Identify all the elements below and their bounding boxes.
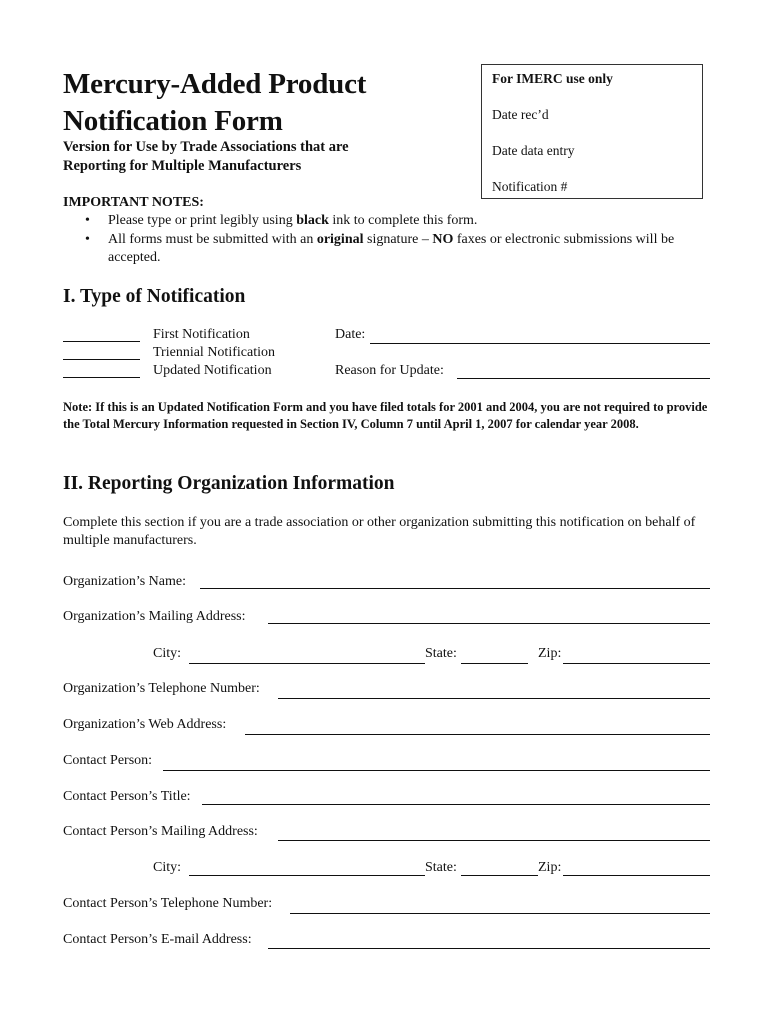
important-notes-heading: IMPORTANT NOTES: — [63, 195, 204, 210]
contact-state-field[interactable] — [461, 875, 538, 876]
first-notification-checkbox-line[interactable] — [63, 341, 140, 342]
organization-name-label: Organization’s Name: — [63, 574, 186, 589]
imerc-box-heading: For IMERC use only — [492, 71, 613, 86]
organization-city-label: City: — [153, 646, 182, 661]
contact-state-label: State: — [425, 860, 457, 875]
contact-person-title-field[interactable] — [202, 804, 710, 805]
form-title-line2: Notification Form — [63, 105, 283, 137]
organization-web-address-field[interactable] — [245, 734, 710, 735]
contact-zip-field[interactable] — [563, 875, 710, 876]
contact-person-email-label: Contact Person’s E-mail Address: — [63, 932, 252, 947]
contact-person-field[interactable] — [163, 770, 710, 771]
reason-for-update-field[interactable] — [457, 378, 710, 379]
organization-city-field[interactable] — [189, 663, 425, 664]
contact-person-telephone-field[interactable] — [290, 913, 710, 914]
imerc-notification-number-label: Notification # — [492, 179, 568, 194]
organization-state-field[interactable] — [461, 663, 528, 664]
imerc-date-received-label: Date rec’d — [492, 107, 549, 122]
bullet-icon: • — [85, 213, 90, 228]
triennial-notification-checkbox-line[interactable] — [63, 359, 140, 360]
form-title — [63, 66, 366, 140]
form-title-line1: Mercury-Added Product — [63, 68, 367, 100]
contact-city-field[interactable] — [189, 875, 425, 876]
contact-person-telephone-label: Contact Person’s Telephone Number: — [63, 896, 273, 911]
organization-web-address-label: Organization’s Web Address: — [63, 717, 227, 732]
contact-person-title-label: Contact Person’s Title: — [63, 789, 191, 804]
date-field[interactable] — [370, 343, 710, 344]
first-notification-label: First Notification — [153, 327, 250, 342]
triennial-notification-label: Triennial Notification — [153, 345, 275, 360]
organization-zip-field[interactable] — [563, 663, 710, 664]
form-subtitle-line1: Version for Use by Trade Associations that are — [63, 139, 349, 155]
contact-zip-label: Zip: — [538, 860, 562, 875]
organization-mailing-address-label: Organization’s Mailing Address: — [63, 609, 246, 624]
contact-city-label: City: — [153, 860, 182, 875]
organization-zip-label: Zip: — [538, 646, 562, 661]
imerc-date-data-entry-label: Date data entry — [492, 143, 575, 158]
form-subtitle — [63, 138, 349, 176]
update-note: Note: If this is an Updated Notification Form and you have filed totals for 2001 and 2004, you are not required to provide the Total Mercury Information requested in Section IV, Column 7 until April 1, 2007 for calendar year 2008. — [63, 400, 708, 431]
organization-telephone-field[interactable] — [278, 698, 710, 699]
important-note-2: • All forms must be submitted with an original signature – NO faxes or electronic submissions will be accepted. — [85, 232, 675, 265]
contact-person-mailing-address-field[interactable] — [278, 840, 710, 841]
contact-person-email-field[interactable] — [268, 948, 710, 949]
date-label: Date: — [335, 327, 366, 342]
section-1-title: I. Type of Notification — [63, 286, 246, 307]
bullet-icon: • — [85, 232, 90, 247]
section-2-intro: Complete this section if you are a trade association or other organization submitting this notification on behalf of multiple manufacturers. — [63, 515, 696, 548]
updated-notification-label: Updated Notification — [153, 363, 272, 378]
contact-person-mailing-address-label: Contact Person’s Mailing Address: — [63, 824, 258, 839]
imerc-use-only-box — [481, 64, 703, 199]
updated-notification-checkbox-line[interactable] — [63, 377, 140, 378]
organization-telephone-label: Organization’s Telephone Number: — [63, 681, 260, 696]
section-2-title: II. Reporting Organization Information — [63, 473, 395, 494]
reason-for-update-label: Reason for Update: — [335, 363, 444, 378]
form-subtitle-line2: Reporting for Multiple Manufacturers — [63, 158, 302, 174]
important-note-1: • Please type or print legibly using black ink to complete this form. — [85, 213, 478, 228]
contact-person-label: Contact Person: — [63, 753, 153, 768]
organization-mailing-address-field[interactable] — [268, 623, 710, 624]
organization-state-label: State: — [425, 646, 457, 661]
organization-name-field[interactable] — [200, 588, 710, 589]
